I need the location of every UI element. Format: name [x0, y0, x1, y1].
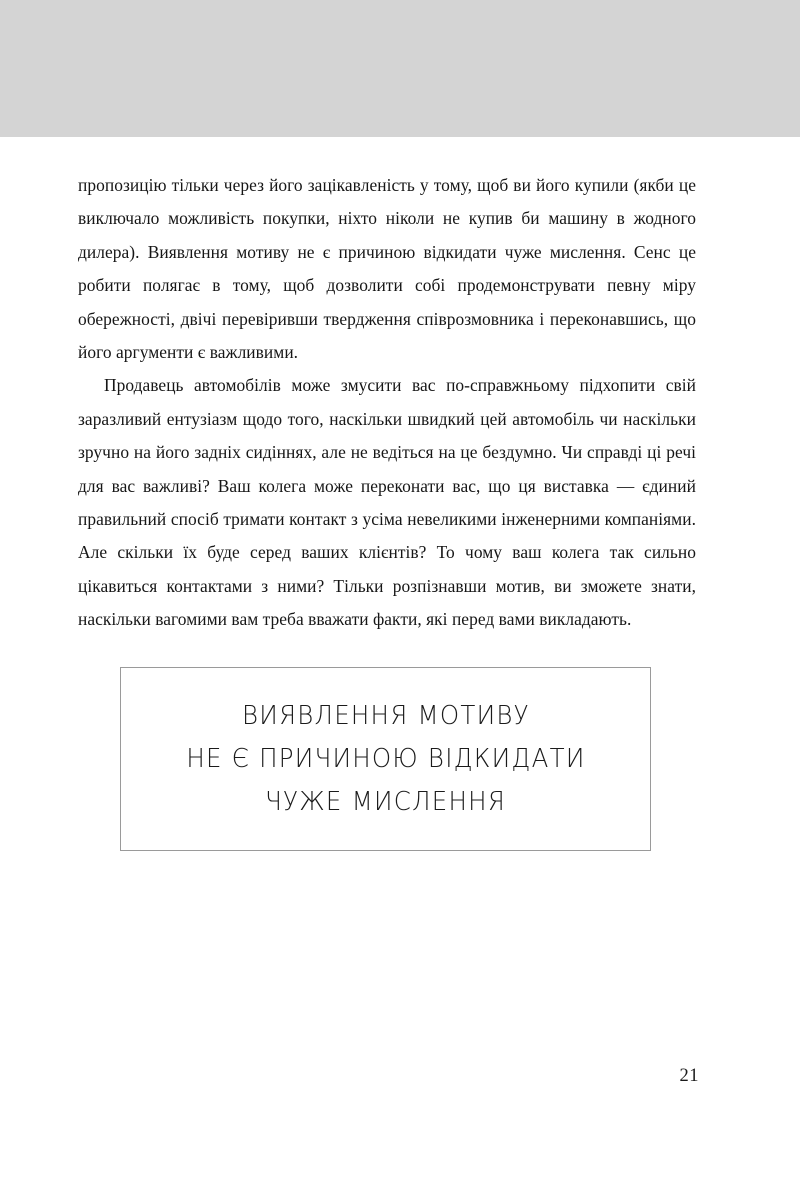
paragraph: пропозицію тільки через його зацікавленість у тому, щоб ви його купили (якби це виключало можливість покупки, ніхто ніколи не купив би машину в жодного дилера). Виявлення мотиву не є причиною відкидати чуже мислення. Сенс це робити полягає в тому, щоб дозволити собі продемонструвати певну міру обережності, двічі перевіривши твердження співрозмовника і переконавшись, що його аргументи є важливими.: [78, 175, 696, 363]
top-gray-band: [0, 0, 800, 137]
body-text-column: [78, 169, 696, 637]
pull-quote-box: [120, 667, 651, 851]
page-number: 21: [679, 1066, 699, 1086]
pull-quote-line: ВИЯВЛЕННЯ МОТИВУ: [241, 700, 530, 731]
paragraph: Продавець автомобілів може змусити вас по-справжньому підхопити свій заразливий ентузіазм щодо того, наскільки швидкий цей автомобіль чи наскільки зручно на його задніх сидіннях, але не ведіться на це бездумно. Чи справді ці речі для вас важливі? Ваш колега може переконати вас, що ця виставка — єдиний правильний спосіб тримати контакт з усіма невеликими інженерними компаніями. Але скільки їх буде серед ваших клієнтів? То чому ваш колега так сильно цікавиться контактами з ними? Тільки розпізнавши мотив, ви зможете знати, наскільки вагомими вам треба вважати факти, які перед вами викладають.: [78, 375, 696, 630]
pull-quote-line: НЕ Є ПРИЧИНОЮ ВІДКИДАТИ: [185, 743, 586, 774]
page-content: [0, 137, 800, 1200]
pull-quote-line: ЧУЖЕ МИСЛЕННЯ: [264, 786, 507, 817]
